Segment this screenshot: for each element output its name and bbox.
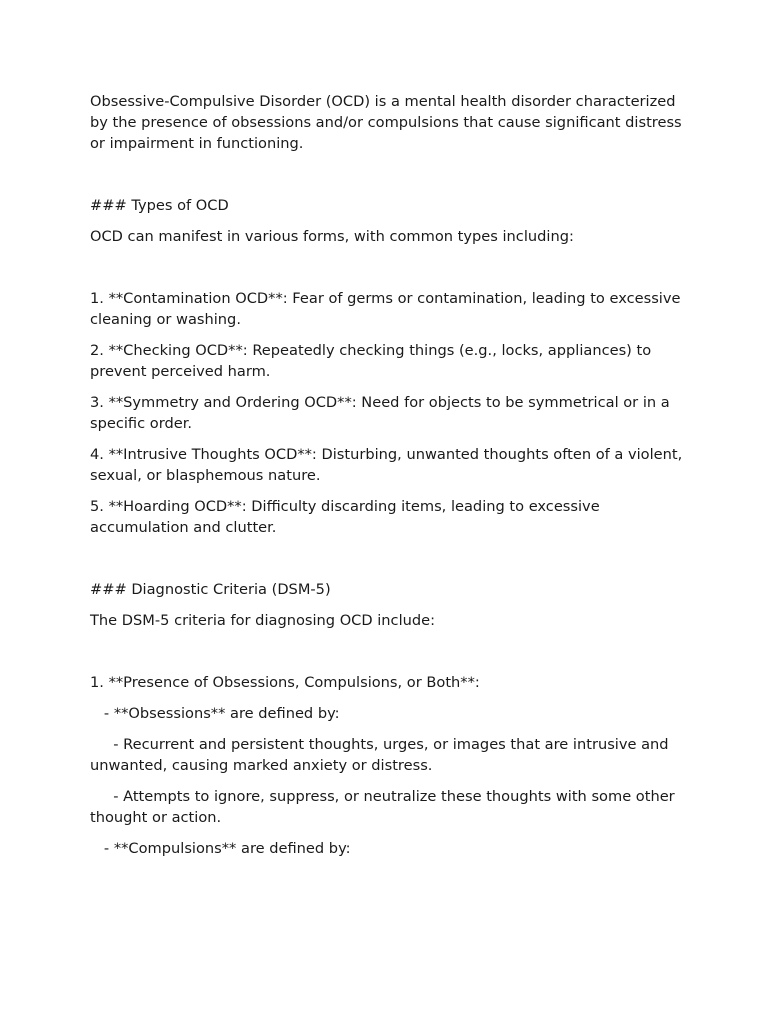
compulsions-label: - **Compulsions** are defined by: (90, 840, 351, 857)
obsessions-point-1: - Recurrent and persistent thoughts, urges, or images that are intrusive and unwanted, causing marked anxiety or distress. (90, 736, 674, 774)
list-item-checking: 2. **Checking OCD**: Repeatedly checking things (e.g., locks, appliances) to prevent perceived harm. (90, 342, 656, 380)
obsessions-point-2: - Attempts to ignore, suppress, or neutralize these thoughts with some other thought or action. (90, 788, 680, 826)
list-item-hoarding: 5. **Hoarding OCD**: Difficulty discarding items, leading to excessive accumulation and clutter. (90, 498, 605, 536)
list-item-symmetry: 3. **Symmetry and Ordering OCD**: Need for objects to be symmetrical or in a specific order. (90, 394, 675, 432)
list-item-contamination: 1. **Contamination OCD**: Fear of germs or contamination, leading to excessive cleaning or washing. (90, 290, 686, 328)
list-item-intrusive-thoughts: 4. **Intrusive Thoughts OCD**: Disturbing, unwanted thoughts often of a violent, sexual, or blasphemous nature. (90, 446, 687, 484)
criteria-heading: ### Diagnostic Criteria (DSM-5) (90, 581, 331, 598)
criteria-item-1: 1. **Presence of Obsessions, Compulsions, or Both**: (90, 674, 480, 691)
criteria-intro: The DSM-5 criteria for diagnosing OCD include: (90, 612, 436, 629)
document-body (90, 91, 690, 859)
types-heading: ### Types of OCD (90, 197, 229, 214)
obsessions-label: - **Obsessions** are defined by: (90, 705, 340, 722)
intro-paragraph: Obsessive-Compulsive Disorder (OCD) is a mental health disorder characterized by the presence of obsessions and/or compulsions that cause significant distress or impairment in functioning. (90, 93, 687, 152)
types-intro: OCD can manifest in various forms, with common types including: (90, 228, 574, 245)
